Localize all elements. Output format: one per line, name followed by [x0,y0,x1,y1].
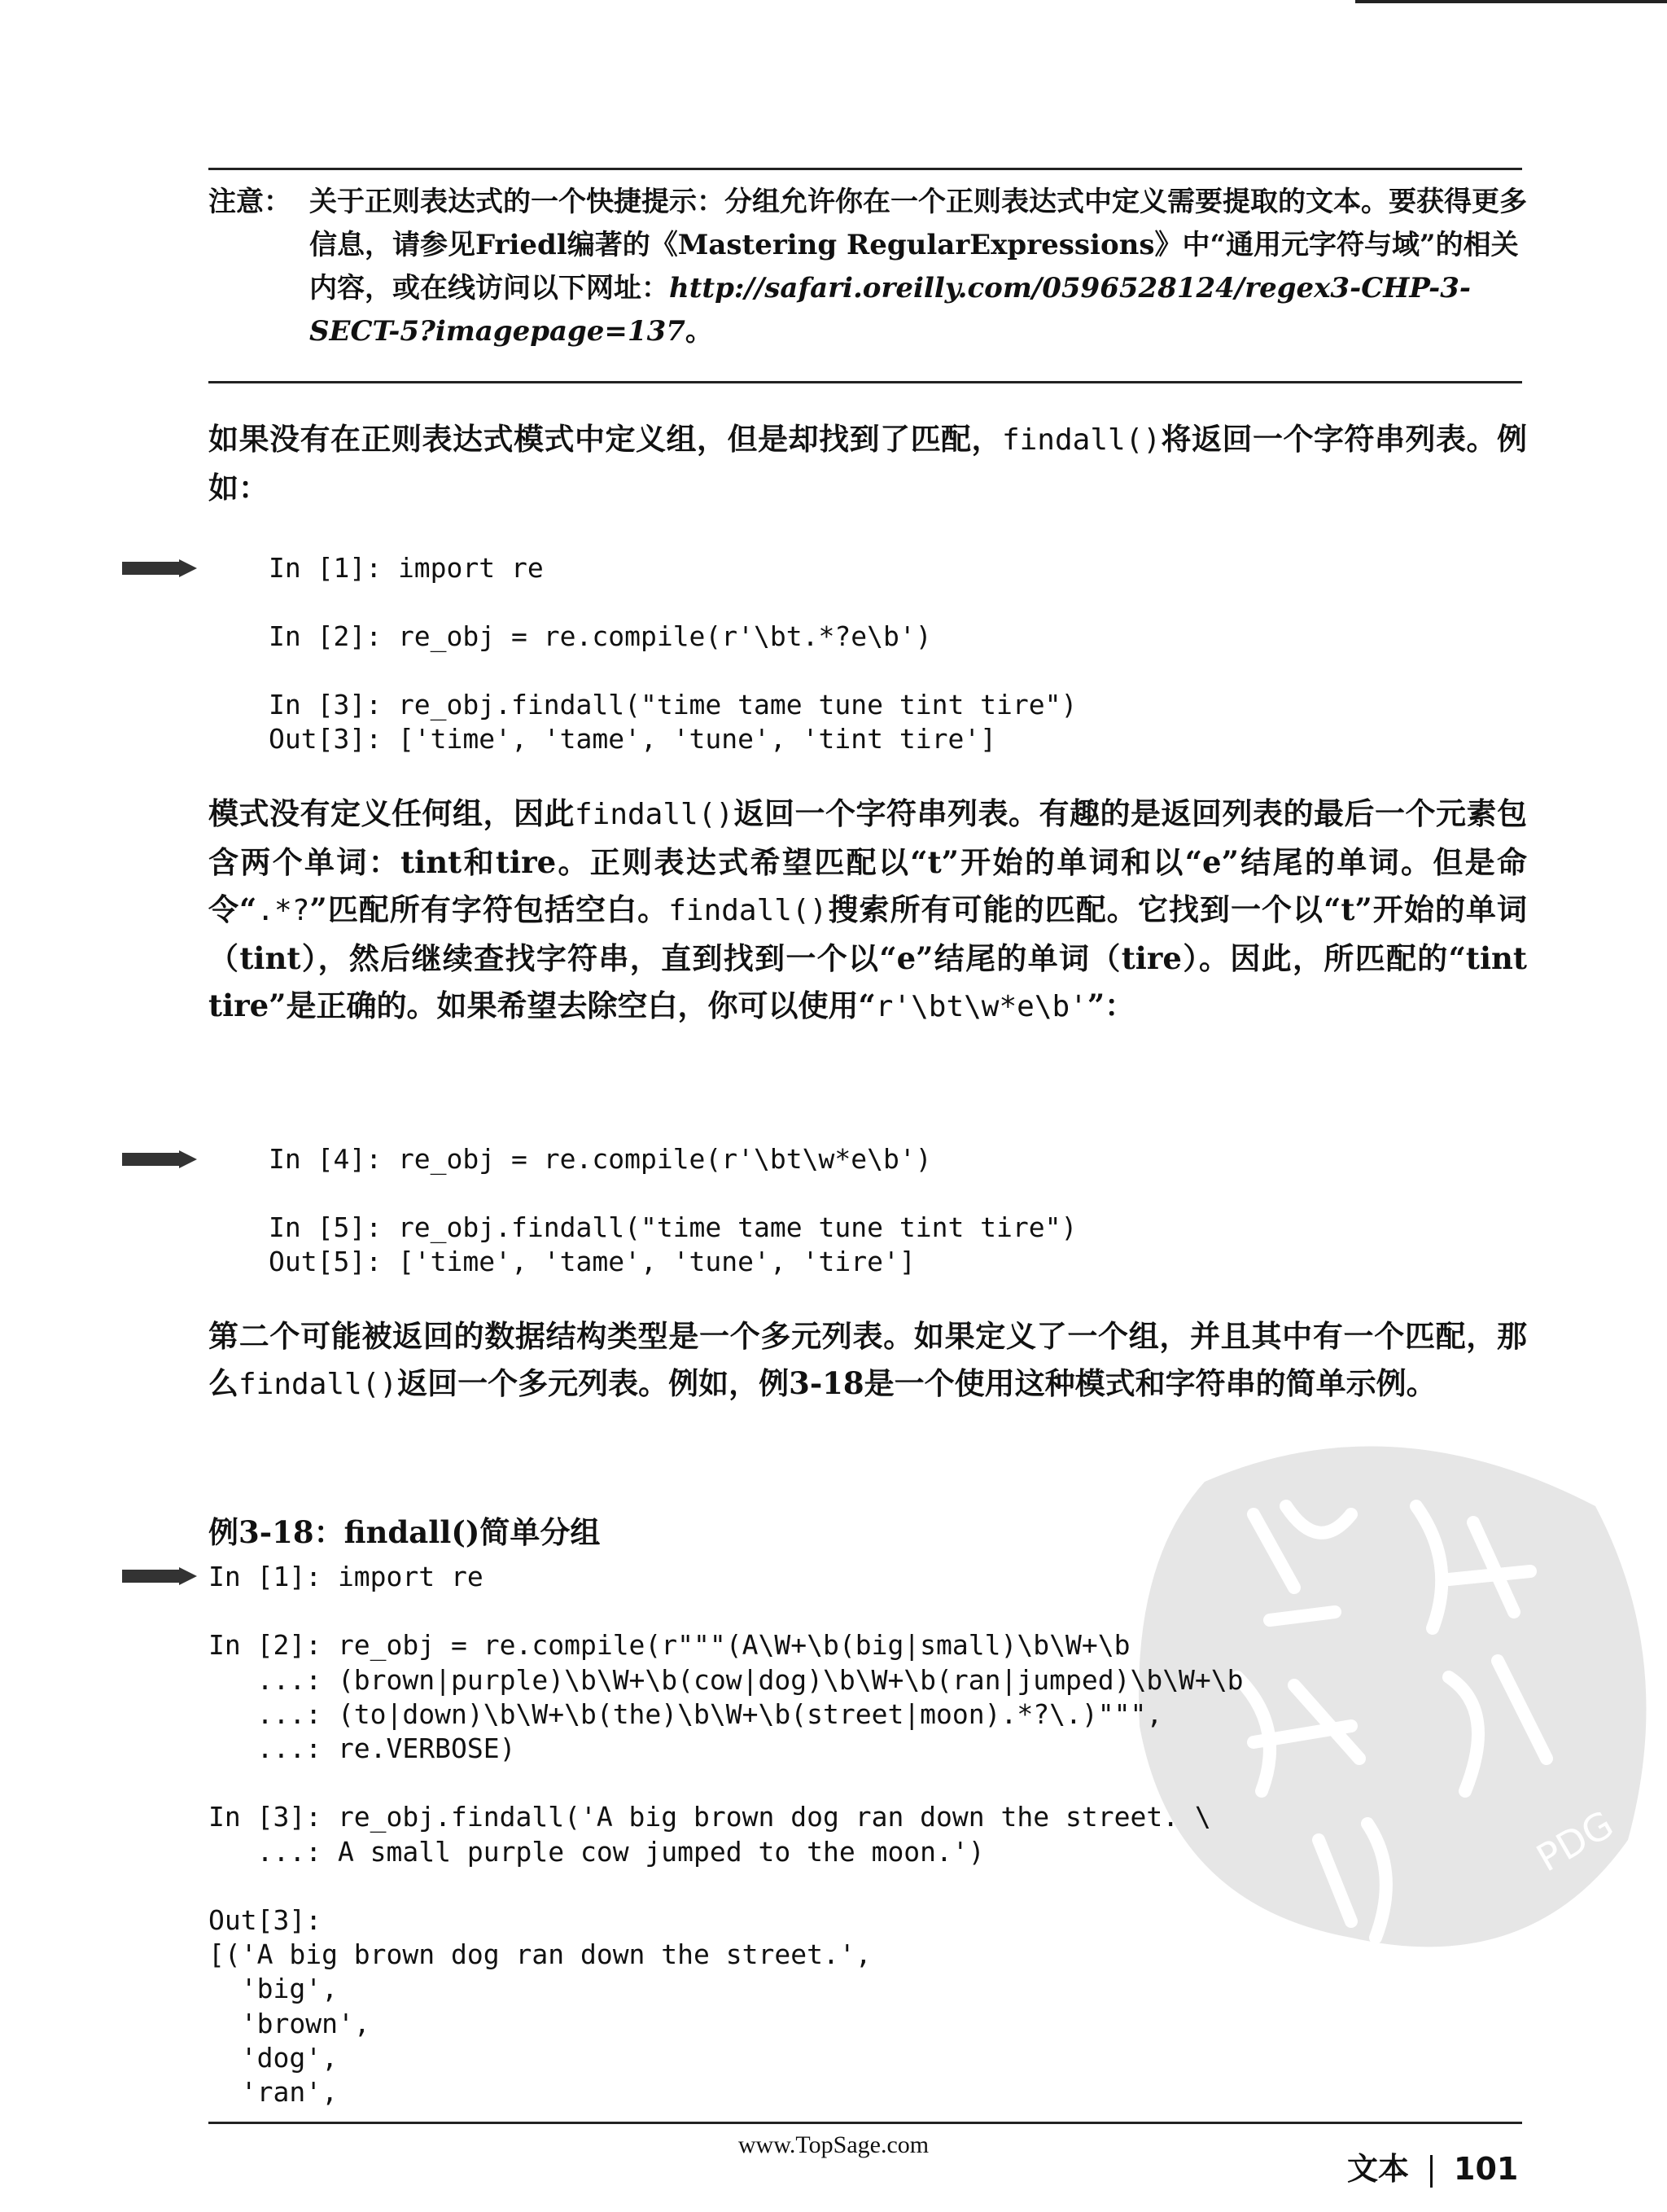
inline-code: findall() [1001,423,1162,457]
section-name: 文本 [1347,2151,1410,2187]
note-end: 。 [685,315,713,348]
note-label: 注意： [208,186,291,218]
inline-code: findall() [668,894,828,927]
para1-text: 如果没有在正则表达式模式中定义组，但是却找到了匹配， [208,421,1002,457]
para1-text: 将返回一个字符串列表。例如： [208,421,1528,506]
note-line: 要获得更多信息，请参见Friedl编著的《Mastering RegularExpressions》中“通用元字符与 [309,186,1527,261]
note-body [309,181,1527,353]
top-edge-rule [1355,0,1667,3]
paragraph-3 [208,1312,1527,1408]
para3-text: 第二个可能被返回的数据结构类型是一个多元列表。如果定义了一个组，并且其中有一个匹配，那么 [208,1318,1527,1401]
footer-url: www.TopSage.com [737,2131,930,2158]
paragraph-1 [208,415,1527,511]
para3-text: 返回一个多元列表。例如，例3-18是一个使用这种模式和字符串的简单示例。 [397,1365,1437,1401]
note-bottom-rule [208,381,1522,383]
page-number: 101 [1454,2151,1519,2187]
arrow-marker-icon [122,559,197,577]
paragraph-2 [208,790,1527,1031]
para2-text: 搜索所有可能的匹配。它找到一个以“t”开始的单词（tint），然后继续查找字符串，直到找到一个以“e”结尾的单词（tire）。因此，所匹配的“tint tire”是正确的。如果希望去除空白，你可以使用“ [208,891,1527,1023]
note-line: 域”的相关内容，或在线访问以下网址： [309,229,1519,304]
code-block-1: In [1]: import re In [2]: re_obj = re.compile(r'\bt.*?e\b') In [3]: re_obj.findall("time tame tune tint tire") Out[3]: ['time', 'tame', 'tune', 'tint tire'] [269,552,1078,755]
inline-code: findall() [574,798,734,831]
arrow-marker-icon [122,1567,197,1585]
footer-rule [208,2122,1522,2124]
watermark-text: PDG [1529,1802,1621,1881]
arrow-marker-icon [122,1150,197,1168]
para2-text: 模式没有定义任何组，因此 [208,795,575,831]
para2-text: ”： [1087,988,1135,1023]
inline-code: .*? [256,894,310,927]
code-block-2: In [4]: re_obj = re.compile(r'\bt\w*e\b') In [5]: re_obj.findall("time tame tune tint tire") Out[5]: ['time', 'tame', 'tune', 'tire'] [269,1143,1078,1277]
folio-separator [1430,2155,1433,2188]
page-folio [1347,2144,1518,2188]
para2-text: ”匹配所有字符包括空白。 [309,891,669,927]
note-line: 关于正则表达式的一个快捷提示：分组允许你在一个正则表达式中定义需要提取的文本。 [309,186,1389,218]
code-block-3: In [1]: import re In [2]: re_obj = re.compile(r"""(A\W+\b(big|small)\b\W+\b ...: (brown|purple)\b\W+\b(cow|dog)\b\W+\b(ran|jumped)\b\W+\b ...: (to|down)\b\W+\b(the)\b\W+\b(street|moon).*?\.)""", ...: re.VERBOSE) In [3]: re_obj.findall('A big brown dog ran down the street. \ ...: A small purple cow jumped to the moon.') Out[3]: [('A big brown dog ran down the street.', 'big', 'brown', 'dog', 'ran', [208,1561,1244,2109]
inline-code: findall() [238,1368,398,1401]
note-url: http://safari.oreilly.com/0596528124/regex3-CHP-3-SECT-5?imagepage=137 [309,272,1471,348]
note-top-rule [208,168,1522,170]
example-caption: 例3-18：findall()简单分组 [208,1514,601,1550]
note-box [208,181,1527,353]
inline-code: r'\bt\w*e\b' [875,990,1087,1023]
para2-text: 返回一个字符串列表。有趣的是返回列表的最后一个元素包含两个单词：tint和tire。正则表达式希望匹配以“t”开始的单词和以“e”结尾的单词。但是命令“ [208,795,1528,927]
